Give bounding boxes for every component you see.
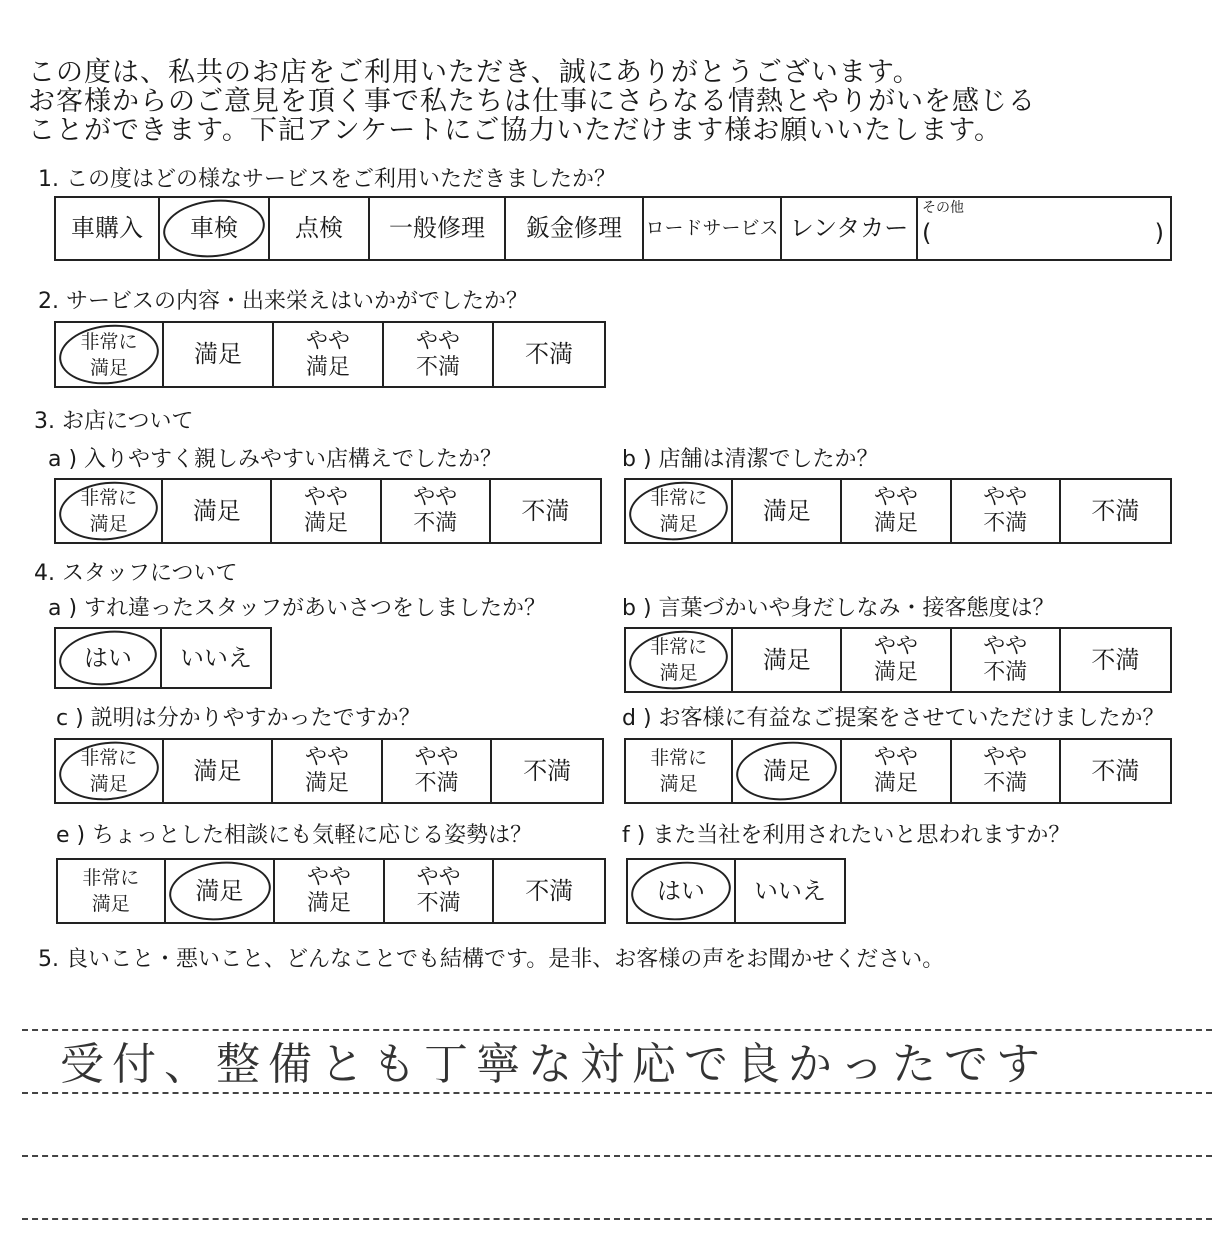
option-label: はい [657,876,705,905]
option-cell[interactable] [736,860,844,922]
option-cell[interactable] [1061,629,1170,691]
option-cell[interactable] [273,740,383,802]
q1-service-options [54,196,1172,261]
option-cell[interactable] [628,860,736,922]
option-cell[interactable] [842,629,951,691]
q4d-rating-options [624,738,1172,804]
option-cell[interactable] [58,860,166,922]
option-cell[interactable] [163,480,272,542]
option-label: やや 満足 [305,328,350,380]
option-cell[interactable] [1061,740,1170,802]
q3b-rating-options [624,478,1172,544]
option-cell[interactable] [842,480,951,542]
option-label: 車購入 [71,214,143,242]
q4-heading: 4. スタッフについて [34,561,238,586]
option-cell[interactable] [164,323,274,386]
other-label: その他 [922,200,964,216]
option-cell[interactable] [56,629,162,687]
option-cell[interactable] [382,480,491,542]
q4a-yesno-options [54,627,272,689]
option-cell[interactable] [644,198,782,259]
option-cell[interactable] [626,629,733,691]
option-cell[interactable] [383,740,493,802]
q3a-question: a ) 入りやすく親しみやすい店構えでしたか？ [48,447,503,472]
intro-line: この度は、私共のお店をご利用いただき、誠にありがとうございます。 [28,57,921,88]
option-label: やや 不満 [983,745,1028,796]
option-cell[interactable] [384,323,494,386]
option-cell[interactable] [1061,480,1170,542]
option-cell[interactable] [506,198,644,259]
option-cell[interactable] [272,480,381,542]
option-label: 非常に 満足 [650,747,708,795]
q1-question: 1. この度はどの様なサービスをご利用いただきましたか？ [38,167,616,192]
q4d-question: d ) お客様に有益なご提案をさせていただけましたか？ [622,706,1165,731]
option-label: 満足 [193,756,242,785]
option-label: やや 満足 [304,745,349,796]
option-cell[interactable] [56,740,164,802]
q2-question: 2. サービスの内容・出来栄えはいかがでしたか？ [38,289,528,314]
option-label: 非常に 満足 [80,330,138,379]
answer-line [22,1155,1212,1157]
option-label: 非常に 満足 [80,747,138,795]
answer-line [22,1092,1212,1094]
q3-heading: 3. お店について [34,409,194,434]
option-cell[interactable] [164,740,274,802]
option-label: 不満 [525,876,574,905]
option-cell[interactable] [494,860,604,922]
option-label: やや 満足 [306,865,351,916]
option-cell[interactable] [494,323,604,386]
option-label: レンタカー [789,214,909,242]
option-cell[interactable] [274,323,384,386]
option-label: 満足 [762,756,811,785]
option-cell[interactable] [275,860,385,922]
option-label: 不満 [1091,756,1140,785]
q4e-question: e ) ちょっとした相談にも気軽に応じる姿勢は？ [56,823,533,848]
q4b-rating-options [624,627,1172,693]
option-label: 満足 [195,876,244,905]
q4c-question: c ) 説明は分かりやすかったですか？ [56,706,421,731]
option-label: 不満 [1091,645,1140,674]
option-label: ロードサービス [645,217,779,239]
option-cell[interactable] [491,480,600,542]
option-cell[interactable] [162,629,270,687]
option-cell[interactable] [56,323,164,386]
q3b-question: b ) 店舗は清潔でしたか？ [622,447,879,472]
option-label: やや 満足 [874,745,919,796]
q5-handwritten-answer: 受付、整備とも丁寧な対応で良かったです [60,1039,1048,1090]
option-cell[interactable] [842,740,951,802]
option-cell[interactable] [952,480,1061,542]
option-label: 不満 [523,756,572,785]
other-option-cell[interactable] [918,198,1168,259]
answer-line [22,1218,1212,1220]
option-label: いいえ [180,643,252,672]
option-cell[interactable] [56,198,160,259]
q4f-question: f ) また当社を利用されたいと思われますか？ [622,823,1071,848]
option-cell[interactable] [160,198,270,259]
option-cell[interactable] [270,198,370,259]
option-label: 不満 [525,340,573,368]
q3a-rating-options [54,478,602,544]
option-label: 満足 [192,496,241,525]
option-cell[interactable] [385,860,495,922]
option-cell[interactable] [733,740,842,802]
option-cell[interactable] [492,740,602,802]
option-label: やや 不満 [414,745,459,796]
option-label: やや 不満 [983,485,1028,536]
option-cell[interactable] [952,629,1061,691]
q4e-rating-options [56,858,606,924]
q4c-rating-options [54,738,604,804]
option-label: 鈑金修理 [526,214,622,242]
option-label: 不満 [521,496,570,525]
option-label: 非常に 満足 [80,487,138,535]
option-cell[interactable] [56,480,163,542]
option-label: 満足 [194,340,242,368]
q5-question: 5. 良いこと・悪いこと、どんなことでも結構です。是非、お客様の声をお聞かせください。 [38,947,945,972]
option-label: はい [84,643,132,672]
option-label: 非常に 満足 [650,487,708,535]
option-label: 点検 [295,214,343,242]
q4b-question: b ) 言葉づかいや身だしなみ・接客態度は？ [622,596,1055,621]
option-label: やや 不満 [983,634,1028,685]
option-cell[interactable] [626,480,733,542]
q4a-question: a ) すれ違ったスタッフがあいさつをしましたか？ [48,596,547,621]
option-cell[interactable] [166,860,276,922]
q4f-yesno-options [626,858,846,924]
option-label: 不満 [1091,496,1140,525]
option-label: 満足 [762,496,811,525]
option-label: 一般修理 [389,214,485,242]
option-label: やや 不満 [416,865,461,916]
q2-rating-options [54,321,606,388]
option-cell[interactable] [733,480,842,542]
other-input[interactable] [922,220,1164,247]
option-label: やや 満足 [874,485,919,536]
option-cell[interactable] [733,629,842,691]
close-paren: ) [1154,219,1164,247]
option-label: 満足 [762,645,811,674]
option-label: やや 満足 [304,485,349,536]
option-cell[interactable] [782,198,918,259]
option-label: 非常に 満足 [82,867,140,915]
option-cell[interactable] [952,740,1061,802]
intro-text [28,58,1213,145]
option-label: 非常に 満足 [650,636,708,684]
open-paren: ( [922,219,932,247]
option-label: やや 満足 [874,634,919,685]
option-label: いいえ [754,876,826,905]
option-label: やや 不満 [413,485,458,536]
option-label: 車検 [190,214,238,242]
option-cell[interactable] [626,740,733,802]
option-label: やや 不満 [415,328,460,380]
intro-line: お客様からのご意見を頂く事で私たちは仕事にさらなる情熱とやりがいを感じる [28,86,1036,117]
intro-line: ことができます。下記アンケートにご協力いただけます様お願いいたします。 [28,115,1003,146]
option-cell[interactable] [370,198,506,259]
